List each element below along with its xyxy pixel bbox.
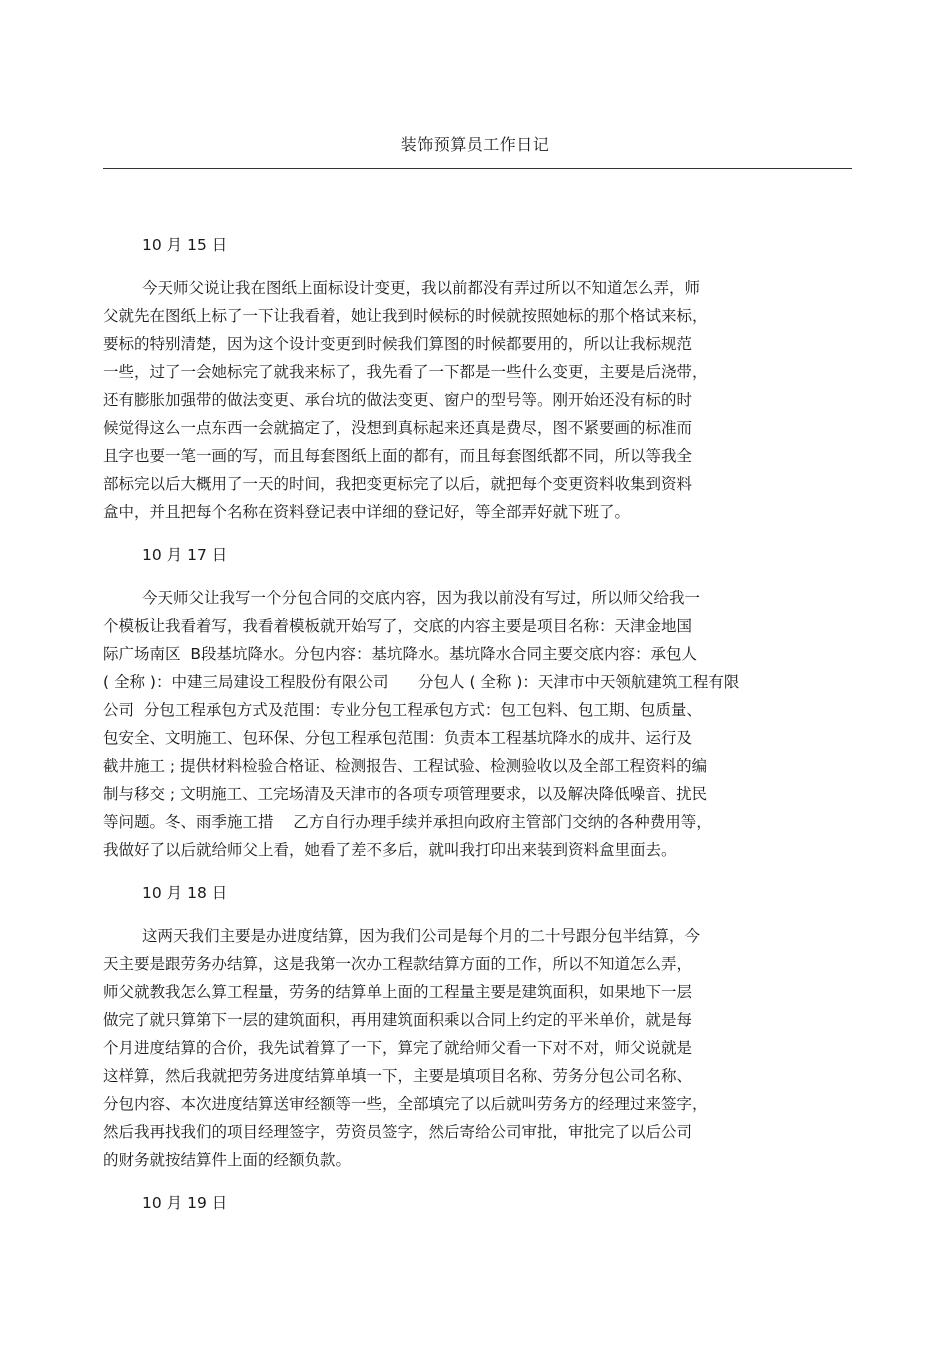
- entry-text-line: 个月进度结算的合价，我先试着算了一下，算完了就给师父看一下对不对，师父说就是: [103, 1039, 693, 1057]
- diary-entry: [103, 1186, 803, 1220]
- entry-text-line: 公司 分包工程承包方式及范围：专业分包工程承包方式：包工包料、包工期、包质量、: [103, 701, 702, 719]
- entry-text-line: 制与移交 ; 文明施工、工完场清及天津市的各项专项管理要求，以及解决降低噪音、扰民: [103, 785, 708, 803]
- entry-text-line: 截井施工 ; 提供材料检验合格证、检测报告、工程试验、检测验收以及全部工程资料的编: [103, 757, 708, 775]
- entry-text-line: 一些，过了一会她标完了就我来标了，我先看了一下都是一些什么变更，主要是后浇带，: [103, 363, 708, 381]
- entry-text-line: 天主要是跟劳务办结算，这是我第一次办工程款结算方面的工作，所以不知道怎么弄，: [103, 955, 693, 973]
- entry-body: [103, 584, 803, 864]
- page-title: 装饰预算员工作日记: [400, 135, 550, 154]
- header-divider: [103, 168, 852, 169]
- entry-text-line: 今天师父说让我在图纸上面标设计变更，我以前都没有弄过所以不知道怎么弄，师: [142, 279, 701, 297]
- entry-text-line: ( 全称 )：中建三局建设工程股份有限公司 分包人 ( 全称 )：天津市中天领航建筑工程有限: [103, 673, 740, 691]
- entry-text-line: 今天师父让我写一个分包合同的交底内容，因为我以前没有写过，所以师父给我一: [142, 589, 701, 607]
- entry-text-line: 个模板让我看着写，我看着模板就开始写了，交底的内容主要是项目名称：天津金地国: [103, 617, 693, 635]
- entry-text-line: 盒中，并且把每个名称在资料登记表中详细的登记好，等全部弄好就下班了。: [103, 503, 631, 521]
- entry-text-line: 际广场南区 B段基坑降水。分包内容：基坑降水。基坑降水合同主要交底内容：承包人: [103, 645, 697, 663]
- diary-entry: [103, 876, 803, 1174]
- entry-date: 10 月 19 日: [142, 1194, 228, 1212]
- entry-body: [103, 274, 803, 526]
- entry-text-line: 还有膨胀加强带的做法变更、承台坑的做法变更、窗户的型号等。刚开始还没有标的时: [103, 391, 693, 409]
- entry-text-line: 师父就教我怎么算工程量，劳务的结算单上面的工程量主要是建筑面积，如果地下一层: [103, 983, 693, 1001]
- entry-text-line: 做完了就只算第下一层的建筑面积，再用建筑面积乘以合同上约定的平米单价，就是每: [103, 1011, 693, 1029]
- entry-text-line: 父就先在图纸上标了一下让我看着，她让我到时候标的时候就按照她标的那个格试来标，: [103, 307, 708, 325]
- entry-text-line: 且字也要一笔一画的写，而且每套图纸上面的都有，而且每套图纸都不同，所以等我全: [103, 447, 693, 465]
- diary-entry: [103, 228, 803, 526]
- diary-entries: [103, 228, 803, 1232]
- entry-text-line: 然后我再找我们的项目经理签字，劳资员签字，然后寄给公司审批，审批完了以后公司: [103, 1123, 693, 1141]
- entry-date: 10 月 17 日: [142, 546, 228, 564]
- entry-text-line: 这样算，然后我就把劳务进度结算单填一下，主要是填项目名称、劳务分包公司名称、: [103, 1067, 693, 1085]
- entry-text-line: 包安全、文明施工、包环保、分包工程承包范围：负责本工程基坑降水的成井、运行及: [103, 729, 693, 747]
- entry-text-line: 候觉得这么一点东西一会就搞定了，没想到真标起来还真是费尽，图不紧要画的标准而: [103, 419, 693, 437]
- entry-text-line: 部标完以后大概用了一天的时间，我把变更标完了以后，就把每个变更资料收集到资料: [103, 475, 693, 493]
- diary-entry: [103, 538, 803, 864]
- entry-text-line: 这两天我们主要是办进度结算，因为我们公司是每个月的二十号跟分包半结算，今: [142, 927, 701, 945]
- entry-body: [103, 922, 803, 1174]
- entry-text-line: 要标的特别清楚，因为这个设计变更到时候我们算图的时候都要用的，所以让我标规范: [103, 335, 693, 353]
- entry-text-line: 我做好了以后就给师父上看，她看了差不多后，就叫我打印出来装到资料盒里面去。: [103, 841, 677, 859]
- entry-date: 10 月 18 日: [142, 884, 228, 902]
- entry-text-line: 等问题。冬、雨季施工措 乙方自行办理手续并承担向政府主管部门交纳的各种费用等，: [103, 813, 712, 831]
- entry-text-line: 的财务就按结算件上面的经额负款。: [103, 1151, 352, 1169]
- entry-text-line: 分包内容、本次进度结算送审经额等一些，全部填完了以后就叫劳务方的经理过来签字，: [103, 1095, 708, 1113]
- entry-date: 10 月 15 日: [142, 236, 228, 254]
